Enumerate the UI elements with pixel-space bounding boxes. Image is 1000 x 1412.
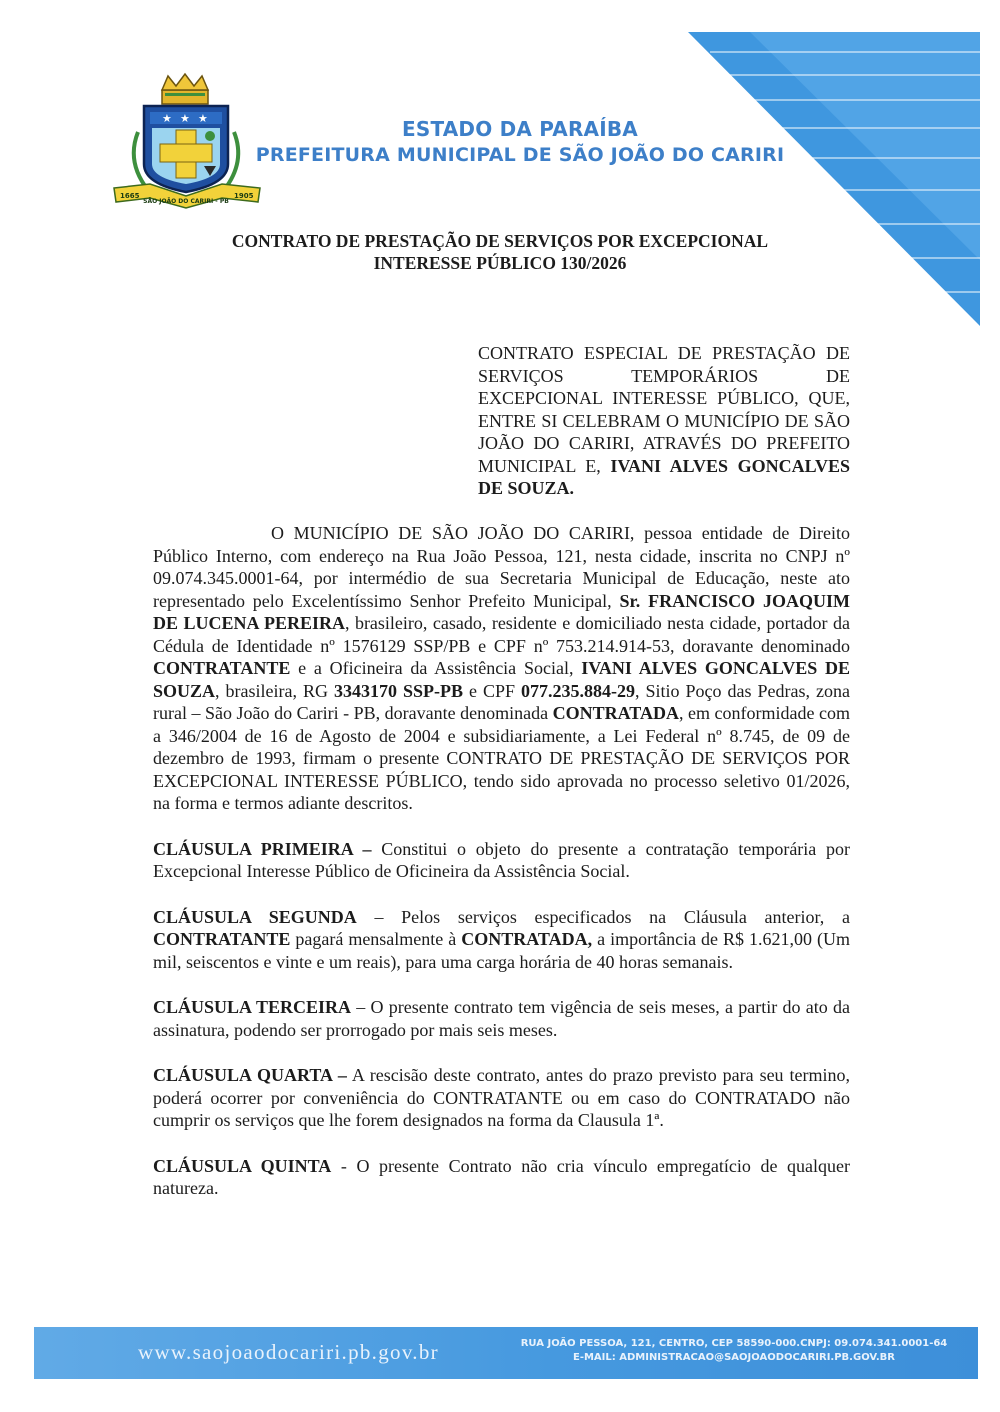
contract-body <box>153 522 850 1223</box>
intro-text-7: , em conformidade com a 346/2004 de 16 de Agosto de 2004 e subsidiariamente, a Lei Federal nº 8.745, de 09 de dezembro de 1993, firmam o presente CONTRATO DE PRESTAÇÃO DE SERVIÇOS POR EXCEPCIONAL INTERESSE PÚBLICO, tendo sido aprovada no processo seletivo 01/2026, na forma e termos adiante descritos. <box>153 703 850 813</box>
clause-4 <box>153 1064 850 1132</box>
svg-text:★: ★ <box>162 112 172 125</box>
crest-ribbon-left: 1665 <box>120 192 140 200</box>
contracted-name: IVANI ALVES GONCALVES DE SOUZA <box>153 658 851 701</box>
clause-2-text-3: a importância de R$ 1.621,00 (Um mil, seiscentos e vinte e um reais), para uma carga horária de 40 horas semanais. <box>153 929 851 972</box>
abstract-party: IVANI ALVES GONCALVES DE SOUZA. <box>478 455 850 498</box>
footer-address-line1: RUA JOÃO PESSOA, 121, CENTRO, CEP 58590-000.CNPJ: 09.074.341.0001-64 <box>520 1338 948 1349</box>
clause-4-label: CLÁUSULA QUARTA – <box>153 1065 347 1085</box>
letterhead <box>250 116 790 168</box>
clause-5-label: CLÁUSULA QUINTA <box>153 1155 332 1176</box>
document-title <box>140 230 860 274</box>
contract-abstract <box>478 342 850 500</box>
clause-2-text-1: – Pelos serviços especificados na Cláusula anterior, a <box>374 906 850 927</box>
intro-text-2: , brasileiro, casado, residente e domiciliado nesta cidade, portador da Cédula de Identidade nº 1576129 SSP/PB e CPF nº 753.214.914-53, doravante denominado <box>153 613 850 656</box>
intro-text-4: , brasileira, RG <box>215 680 328 701</box>
clause-2-contracted: CONTRATADA, <box>461 929 593 949</box>
crest-ribbon-center: SÃO JOÃO DO CARIRI - PB <box>143 198 229 205</box>
clause-4-text: A rescisão deste contrato, antes do prazo previsto para seu termino, poderá ocorrer por conveniência do CONTRATANTE ou em caso do CONTRATADO não cumprir os serviços que lhe forem designados na forma da Clausula 1ª. <box>153 1065 850 1130</box>
footer-address <box>514 1337 954 1365</box>
clause-3-label: CLÁUSULA TERCEIRA <box>153 997 351 1017</box>
clause-2-contractor: CONTRATANTE <box>153 929 291 949</box>
abstract-text: CONTRATO ESPECIAL DE PRESTAÇÃO DE SERVIÇOS TEMPORÁRIOS DE EXCEPCIONAL INTERESSE PÚBLICO, QUE, ENTRE SI CELEBRAM O MUNICÍPIO DE SÃO JOÃO DO CARIRI, ATRAVÉS DO PREFEITO MUNICIPAL E, <box>478 343 850 476</box>
footer-website[interactable]: www.saojoaodocariri.pb.gov.br <box>138 1340 439 1364</box>
clause-3 <box>153 996 850 1041</box>
intro-text-6: , Sitio Poço das Pedras, zona rural – São João do Cariri - PB, doravante denominada <box>153 680 850 723</box>
clause-5 <box>153 1155 850 1200</box>
clause-3-text: – O presente contrato tem vigência de seis meses, a partir do ato da assinatura, podendo ser prorrogado por mais seis meses. <box>153 997 850 1040</box>
contracted-term: CONTRATADA <box>552 703 679 723</box>
intro-paragraph <box>153 522 850 815</box>
clause-1 <box>153 838 850 883</box>
clause-1-label: CLÁUSULA PRIMEIRA – <box>153 838 372 859</box>
mayor-name: Sr. FRANCISCO JOAQUIM DE LUCENA PEREIRA <box>153 590 850 633</box>
intro-text-5: e CPF <box>469 680 516 701</box>
municipal-crest-logo <box>112 72 262 212</box>
svg-text:★: ★ <box>198 112 208 125</box>
clause-2 <box>153 906 850 974</box>
state-name: ESTADO DA PARAÍBA <box>402 117 638 141</box>
svg-text:★: ★ <box>180 112 190 125</box>
contracted-cpf: 077.235.884-29 <box>521 680 636 701</box>
document-title-line2: INTERESSE PÚBLICO 130/2026 <box>373 253 627 273</box>
footer-bar <box>34 1327 978 1379</box>
intro-text-1: O MUNICÍPIO DE SÃO JOÃO DO CARIRI, pessoa entidade de Direito Público Interno, com endereço na Rua João Pessoa, 121, nesta cidade, inscrita no CNPJ nº 09.074.345.0001-64, por intermédio de sua Secretaria Municipal de Educação, neste ato representado pelo Excelentíssimo Senhor Prefeito Municipal, <box>153 523 850 611</box>
corner-decoration <box>680 30 980 330</box>
intro-text-3: e a Oficineira da Assistência Social, <box>298 658 574 678</box>
clause-5-text: - O presente Contrato não cria vínculo empregatício de qualquer natureza. <box>153 1155 851 1198</box>
contracted-rg: 3343170 SSP-PB <box>333 680 463 701</box>
clause-2-label: CLÁUSULA SEGUNDA <box>153 906 357 927</box>
document-title-line1: CONTRATO DE PRESTAÇÃO DE SERVIÇOS POR EXCEPCIONAL <box>231 231 769 251</box>
crest-ribbon-right: 1905 <box>234 192 254 200</box>
footer-email[interactable]: E-MAIL: ADMINISTRACAO@SAOJOAODOCARIRI.PB.GOV.BR <box>572 1352 895 1363</box>
municipality-name: PREFEITURA MUNICIPAL DE SÃO JOÃO DO CARIRI <box>255 144 785 166</box>
clause-2-text-2: pagará mensalmente à <box>295 929 457 949</box>
contractor-term: CONTRATANTE <box>153 658 291 678</box>
clause-1-text: Constitui o objeto do presente a contratação temporária por Excepcional Interesse Público de Oficineira da Assistência Social. <box>153 838 851 881</box>
